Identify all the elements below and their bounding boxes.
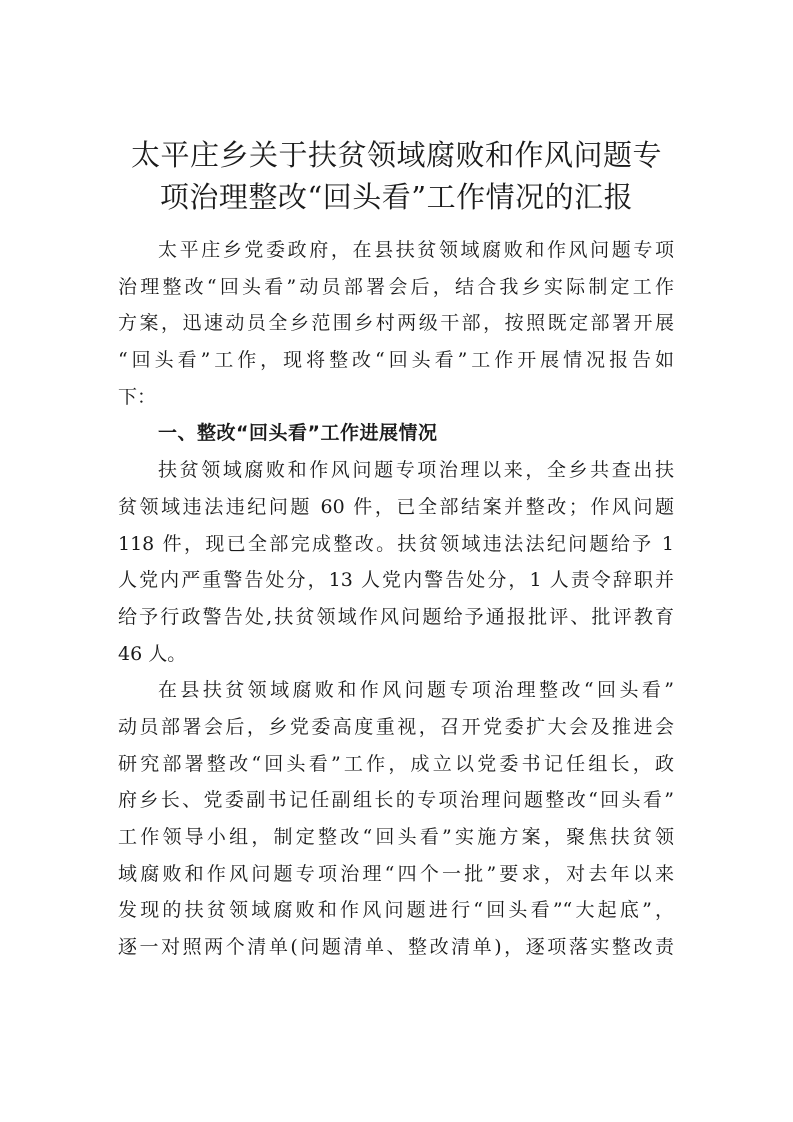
paragraph-line: 治理整改“回头看”动员部署会后，结合我乡实际制定工作	[118, 275, 674, 298]
title-line: 项治理整改“回头看”工作情况的汇报	[159, 180, 634, 214]
paragraph-line: 在县扶贫领域腐败和作风问题专项治理整改“回头看”	[158, 679, 674, 702]
paragraph-line: 贫领域违法违纪问题 60 件，已全部结案并整改；作风问题	[118, 495, 674, 518]
paragraph-line: “回头看”工作，现将整改“回头看”工作开展情况报告如	[118, 349, 674, 372]
paragraph-line: 域腐败和作风问题专项治理“四个一批”要求，对去年以来	[118, 862, 674, 885]
paragraph-line: 逐一对照两个清单(问题清单、整改清单)，逐项落实整改责	[118, 936, 674, 959]
paragraph-statistics	[118, 452, 674, 672]
document-title	[0, 134, 793, 218]
paragraph-line: 工作领导小组，制定整改“回头看”实施方案，聚焦扶贫领	[118, 826, 674, 848]
document-body	[118, 232, 674, 966]
title-line: 太平庄乡关于扶贫领域腐败和作风问题专	[130, 138, 662, 172]
paragraph-line: 方案，迅速动员全乡范围乡村两级干部，按照既定部署开展	[118, 312, 674, 335]
paragraph-line: 府乡长、党委副书记任副组长的专项治理问题整改“回头看”	[118, 789, 674, 812]
paragraph-line: 46 人。	[118, 642, 187, 665]
intro-paragraph	[118, 232, 674, 415]
paragraph-line: 研究部署整改“回头看”工作，成立以党委书记任组长，政	[118, 752, 674, 775]
paragraph-line: 动员部署会后，乡党委高度重视，召开党委扩大会及推进会	[118, 715, 674, 738]
paragraph-line: 人党内严重警告处分，13 人党内警告处分，1 人责令辞职并	[118, 569, 674, 592]
paragraph-measures	[118, 672, 674, 966]
section-heading: 一、整改“回头看”工作进展情况	[158, 422, 438, 445]
paragraph-line: 下：	[118, 385, 157, 408]
paragraph-line: 118 件，现已全部完成整改。扶贫领域违法法纪问题给予 1	[118, 532, 674, 555]
paragraph-line: 太平庄乡党委政府，在县扶贫领域腐败和作风问题专项	[158, 239, 674, 261]
paragraph-line: 发现的扶贫领域腐败和作风问题进行“回头看”“大起底”，	[118, 899, 674, 922]
paragraph-line: 扶贫领域腐败和作风问题专项治理以来，全乡共查出扶	[158, 459, 674, 482]
paragraph-line: 给予行政警告处,扶贫领域作风问题给予通报批评、批评教育	[118, 605, 674, 628]
